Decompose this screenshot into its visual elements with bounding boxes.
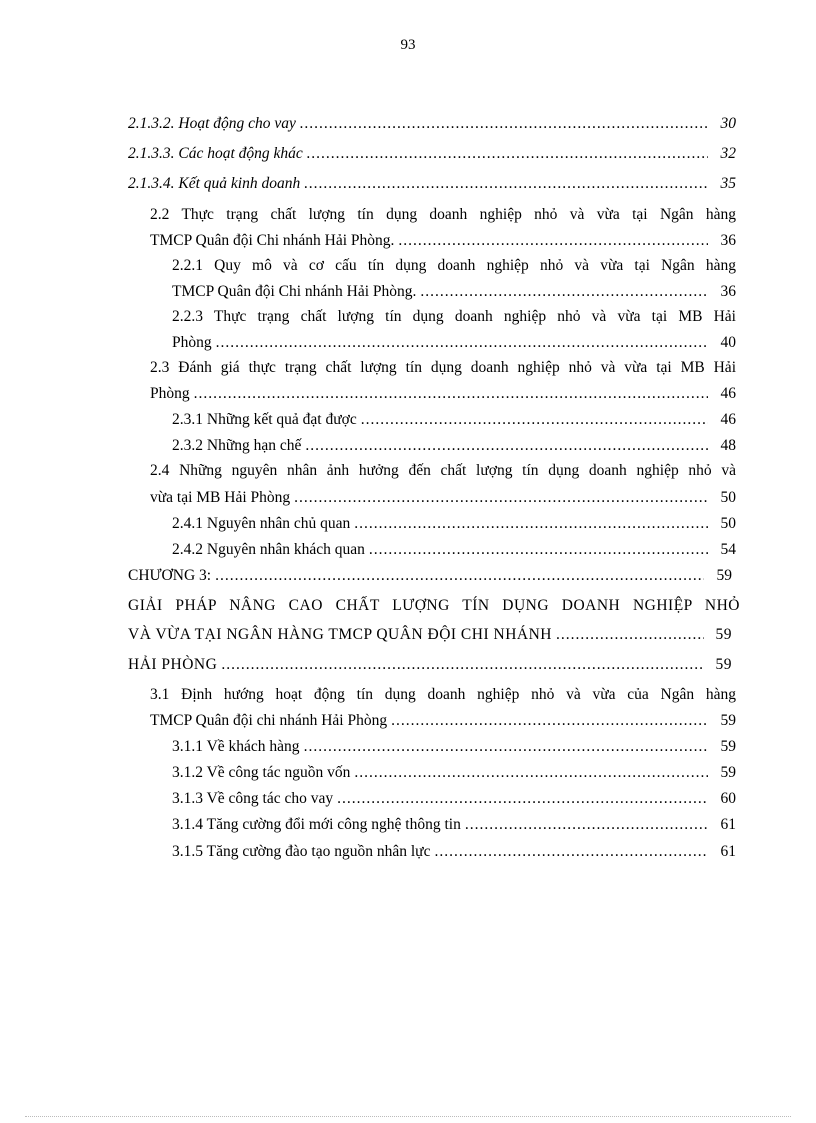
- toc-entry-title: HẢI PHÒNG: [128, 656, 218, 673]
- toc-entry-page: 46: [720, 411, 736, 428]
- toc-entry-2-2-3[interactable]: [172, 334, 736, 352]
- dot-leader: [294, 489, 708, 507]
- toc-entry-page: 59: [720, 712, 736, 729]
- page-bottom-border: [25, 1116, 791, 1117]
- toc-entry-3-1-1[interactable]: [172, 738, 736, 756]
- toc-entry-3-1-line1[interactable]: 3.1 Định hướng hoạt động tín dụng doanh nghiệp nhỏ và vừa của Ngân hàng: [150, 686, 736, 703]
- toc-entry-2-2-1[interactable]: [172, 283, 736, 301]
- toc-entry-title: 3.1.5 Tăng cường đào tạo nguồn nhân lực: [172, 843, 431, 860]
- toc-entry-2-2[interactable]: [150, 232, 736, 250]
- dot-leader: [361, 411, 708, 429]
- toc-entry-2-1-3-2[interactable]: [128, 115, 736, 133]
- toc-entry-2-1-3-3[interactable]: [128, 145, 736, 163]
- toc-entry-2-1-3-4[interactable]: [128, 175, 736, 193]
- dot-leader: [216, 334, 708, 352]
- toc-entry-page: 46: [720, 385, 736, 402]
- toc-entry-3-1[interactable]: [150, 712, 736, 730]
- dot-leader: [354, 515, 708, 533]
- toc-entry-page: 59: [720, 738, 736, 755]
- toc-entry-2-4[interactable]: [150, 489, 736, 507]
- dot-leader: [300, 115, 708, 133]
- toc-entry-title: 3.1.2 Về công tác nguồn vốn: [172, 764, 351, 781]
- toc-entry-page: 50: [720, 489, 736, 506]
- toc-entry-page: 54: [720, 541, 736, 558]
- toc-entry-page: 35: [720, 175, 736, 192]
- dot-leader: [194, 385, 708, 403]
- toc-entry-title: TMCP Quân đội chi nhánh Hải Phòng: [150, 712, 388, 729]
- toc-entry-title: 2.1.3.2. Hoạt động cho vay: [128, 115, 296, 132]
- toc-entry-title: 2.3.1 Những kết quả đạt được: [172, 411, 357, 428]
- toc-entry-2-3-line1[interactable]: 2.3 Đánh giá thực trạng chất lượng tín dụng doanh nghiệp nhỏ và vừa tại MB Hải: [150, 359, 736, 376]
- toc-entry-page: 48: [720, 437, 736, 454]
- toc-entry-chapter3-title[interactable]: [128, 626, 732, 644]
- dot-leader: [305, 437, 708, 455]
- toc-entry-title: Phòng: [172, 334, 212, 351]
- toc-entry-2-2-line1[interactable]: 2.2 Thực trạng chất lượng tín dụng doanh nghiệp nhỏ và vừa tại Ngân hàng: [150, 206, 736, 223]
- dot-leader: [369, 541, 708, 559]
- toc-entry-title: VÀ VỪA TẠI NGÂN HÀNG TMCP QUÂN ĐỘI CHI NHÁNH: [128, 626, 552, 643]
- toc-entry-page: 32: [720, 145, 736, 162]
- toc-entry-title: 3.1.3 Về công tác cho vay: [172, 790, 334, 807]
- page-number: 93: [400, 37, 416, 53]
- dot-leader: [434, 843, 708, 861]
- toc-entry-title: TMCP Quân đội Chi nhánh Hải Phòng.: [150, 232, 395, 249]
- toc-entry-page: 59: [716, 567, 732, 584]
- toc-entry-page: 61: [720, 843, 736, 860]
- toc-entry-title: 2.1.3.3. Các hoạt động khác: [128, 145, 303, 162]
- toc-entry-title: TMCP Quân đội Chi nhánh Hải Phòng.: [172, 283, 417, 300]
- toc-entry-hai-phong[interactable]: [128, 656, 732, 674]
- toc-entry-page: 59: [715, 656, 732, 673]
- toc-entry-3-1-5[interactable]: [172, 843, 736, 861]
- dot-leader: [465, 816, 708, 834]
- dot-leader: [215, 567, 704, 585]
- toc-entry-2-3[interactable]: [150, 385, 736, 403]
- toc-entry-page: 50: [720, 515, 736, 532]
- dot-leader: [354, 764, 708, 782]
- toc-entry-page: 59: [720, 764, 736, 781]
- toc-entry-page: 59: [715, 626, 732, 643]
- toc-entry-2-4-line1[interactable]: 2.4 Những nguyên nhân ảnh hưởng đến chất lượng tín dụng doanh nghiệp nhỏ và: [150, 462, 736, 479]
- toc-entry-title: 2.4.2 Nguyên nhân khách quan: [172, 541, 365, 558]
- dot-leader: [307, 145, 708, 163]
- dot-leader: [304, 175, 708, 193]
- toc-entry-2-2-1-line1[interactable]: 2.2.1 Quy mô và cơ cấu tín dụng doanh nghiệp nhỏ và vừa tại Ngân hàng: [172, 257, 736, 274]
- toc-entry-chapter3-title-line1[interactable]: GIẢI PHÁP NÂNG CAO CHẤT LƯỢNG TÍN DỤNG DOANH NGHIỆP NHỎ: [128, 597, 740, 614]
- toc-entry-3-1-4[interactable]: [172, 816, 736, 834]
- toc-entry-title: 3.1.4 Tăng cường đổi mới công nghệ thông tin: [172, 816, 461, 833]
- toc-entry-2-3-1[interactable]: [172, 411, 736, 429]
- dot-leader: [337, 790, 708, 808]
- dot-leader: [304, 738, 708, 756]
- toc-entry-title: 2.4.1 Nguyên nhân chủ quan: [172, 515, 351, 532]
- dot-leader: [556, 626, 704, 644]
- toc-entry-page: 36: [720, 283, 736, 300]
- toc-entry-2-3-2[interactable]: [172, 437, 736, 455]
- dot-leader: [420, 283, 708, 301]
- toc-entry-title: 2.3.2 Những hạn chế: [172, 437, 302, 454]
- dot-leader: [398, 232, 708, 250]
- dot-leader: [221, 656, 704, 674]
- toc-entry-title: CHƯƠNG 3:: [128, 567, 212, 584]
- toc-entry-page: 60: [720, 790, 736, 807]
- toc-entry-title: 2.1.3.4. Kết quả kinh doanh: [128, 175, 301, 192]
- toc-entry-2-4-2[interactable]: [172, 541, 736, 559]
- toc-entry-chuong-3[interactable]: [128, 567, 732, 585]
- toc-entry-title: Phòng: [150, 385, 190, 402]
- toc-entry-3-1-2[interactable]: [172, 764, 736, 782]
- toc-entry-2-2-3-line1[interactable]: 2.2.3 Thực trạng chất lượng tín dụng doanh nghiệp nhỏ và vừa tại MB Hải: [172, 308, 736, 325]
- toc-entry-page: 30: [720, 115, 736, 132]
- dot-leader: [391, 712, 708, 730]
- toc-entry-title: 3.1.1 Về khách hàng: [172, 738, 300, 755]
- toc-entry-page: 36: [720, 232, 736, 249]
- toc-entry-3-1-3[interactable]: [172, 790, 736, 808]
- toc-entry-page: 40: [720, 334, 736, 351]
- toc-entry-title: vừa tại MB Hải Phòng: [150, 489, 291, 506]
- toc-entry-2-4-1[interactable]: [172, 515, 736, 533]
- toc-entry-page: 61: [720, 816, 736, 833]
